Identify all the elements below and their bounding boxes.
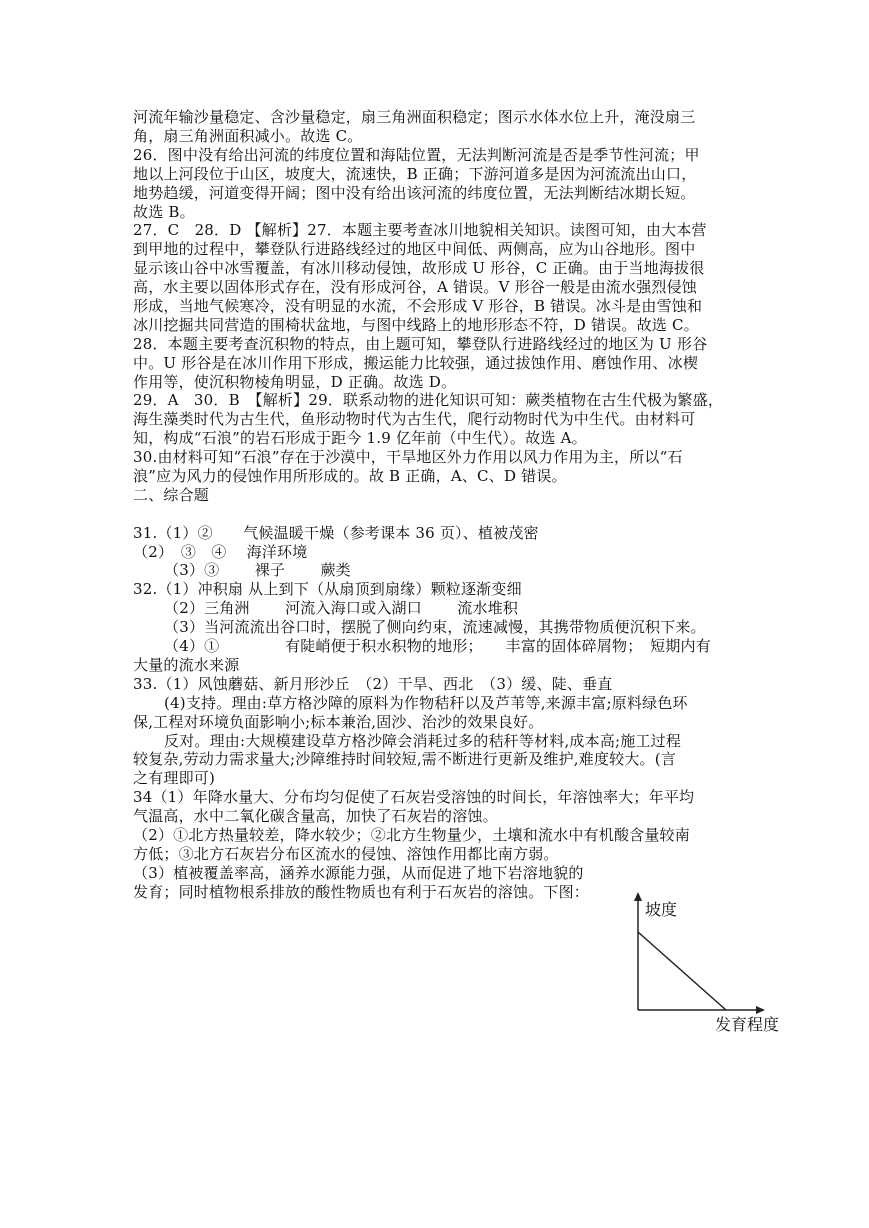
section-heading: 二、综合题	[133, 486, 210, 504]
x-axis-label: 发育程度	[715, 1015, 780, 1034]
text-line-38: （2）①北方热量较差，降水较少；②北方生物量少，土壤和流水中有机酸含量较南	[133, 826, 690, 844]
text-line-12: 冰川挖掘共同营造的围椅状盆地，与图中线路上的地形形态不符，D 错误。故选 C。	[133, 316, 699, 334]
slope-development-graph	[628, 892, 788, 1042]
text-line-16: 29．A 30．B 【解析】29．联系动物的进化知识可知：蕨类植物在古生代极为繁盛，	[133, 391, 724, 409]
text-line-31: (4)支持。理由:草方格沙障的原料为作物秸秆以及芦苇等,来源丰富;原料绿色环	[164, 694, 688, 712]
text-line-36: 34（1）年降水量大、分布均匀促使了石灰岩受溶蚀的时间长，年溶蚀率大；年平均	[133, 788, 695, 806]
text-line-14: 中。U 形谷是在冰川作用下形成，搬运能力比较强，通过拔蚀作用、磨蚀作用、冰楔	[133, 354, 699, 372]
text-line-3: 26．图中没有给出河流的纬度位置和海陆位置，无法判断河流是否是季节性河流；甲	[133, 146, 700, 164]
text-line-34: 较复杂,劳动力需求量大;沙障维持时间较短,需不断进行更新及维护,难度较大。(言	[133, 750, 677, 768]
text-line-9: 显示该山谷中冰雪覆盖，有冰川移动侵蚀，故形成 U 形谷，C 正确。由于当地海拔很	[133, 259, 705, 277]
text-line-35: 之有理即可)	[133, 769, 216, 787]
text-line-17: 海生藻类时代为古生代，鱼形动物时代为古生代，爬行动物时代为中生代。由材料可	[133, 410, 696, 428]
text-line-24: （3）③ 裸子 蕨类	[164, 561, 351, 579]
y-axis-arrow	[634, 892, 642, 901]
text-line-22: 31.（1）② 气候温暖干燥（参考课本 36 页）、植被茂密	[133, 524, 539, 542]
y-axis-label: 坡度	[645, 900, 678, 919]
text-line-20: 浪”应为风力的侵蚀作用所形成的。故 B 正确，A、C、D 错误。	[133, 467, 567, 485]
text-line-32: 保,工程对环境负面影响小;标本兼治,固沙、治沙的效果良好。	[133, 713, 544, 731]
text-line-7: 27．C 28．D 【解析】27．本题主要考查冰川地貌相关知识。读图可知，由大本营	[133, 221, 707, 239]
text-line-27: （3）当河流流出谷口时，摆脱了侧向约束，流速减慢，其携带物质便沉积下来。	[164, 618, 706, 636]
text-line-28: （4）① 有陡峭便于积水积物的地形； 丰富的固体碎屑物； 短期内有	[164, 637, 711, 655]
text-line-39: 方低；③北方石灰岩分布区流水的侵蚀、溶蚀作用都比南方弱。	[133, 845, 559, 863]
text-line-41: 发育；同时植物根系排放的酸性物质也有利于石灰岩的溶蚀。下图：	[133, 883, 590, 901]
text-line-29: 大量的流水来源	[133, 656, 240, 674]
text-line-40: （3）植被覆盖率高，涵养水源能力强，从而促进了地下岩溶地貌的	[133, 864, 584, 882]
text-line-10: 高，水主要以固体形式存在，没有形成河谷，A 错误。V 形谷一般是由流水强烈侵蚀	[133, 278, 698, 296]
text-line-2: 角，扇三角洲面积减小。故选 C。	[133, 127, 363, 145]
text-line-25: 32.（1）冲积扇 从上到下（从扇顶到扇缘）颗粒逐渐变细	[133, 580, 522, 598]
text-line-26: （2）三角洲 河流入海口或入湖口 流水堆积	[164, 599, 519, 617]
text-line-5: 地势趋缓，河道变得开阔；图中没有给出该河流的纬度位置，无法判断结冰期长短。	[133, 184, 696, 202]
text-line-30: 33.（1）风蚀蘑菇、新月形沙丘 （2）干旱、西北 （3）缓、陡、垂直	[133, 675, 613, 693]
text-line-1: 河流年输沙量稳定、含沙量稳定，扇三角洲面积稳定；图示水体水位上升，淹没扇三	[133, 108, 696, 126]
text-line-19: 30.由材料可知“石浪”存在于沙漠中，干旱地区外力作用以风力作用为主，所以“石	[133, 448, 683, 466]
text-line-33: 反对。理由:大规模建设草方格沙障会消耗过多的秸秆等材料,成本高;施工过程	[164, 732, 682, 750]
text-line-15: 作用等，使沉积物棱角明显，D 正确。故选 D。	[133, 373, 457, 391]
text-line-4: 地以上河段位于山区，坡度大，流速快，B 正确；下游河道多是因为河流流出山口，	[133, 165, 697, 183]
slope-line	[638, 932, 726, 1010]
text-line-8: 到甲地的过程中，攀登队行进路线经过的地区中间低、两侧高，应为山谷地形。图中	[133, 240, 696, 258]
text-line-11: 形成，当地气候寒冷，没有明显的水流，不会形成 V 形谷，B 错误。冰斗是由雪蚀和	[133, 297, 703, 315]
text-line-13: 28．本题主要考查沉积物的特点，由上题可知，攀登队行进路线经过的地区为 U 形谷	[133, 335, 708, 353]
text-line-23: （2） ③ ④ 海洋环境	[133, 543, 308, 561]
text-line-6: 故选 B。	[133, 203, 195, 221]
text-line-18: 知，构成“石浪”的岩石形成于距今 1.9 亿年前（中生代）。故选 A。	[133, 429, 587, 447]
text-line-37: 气温高，水中二氧化碳含量高，加快了石灰岩的溶蚀。	[133, 807, 498, 825]
